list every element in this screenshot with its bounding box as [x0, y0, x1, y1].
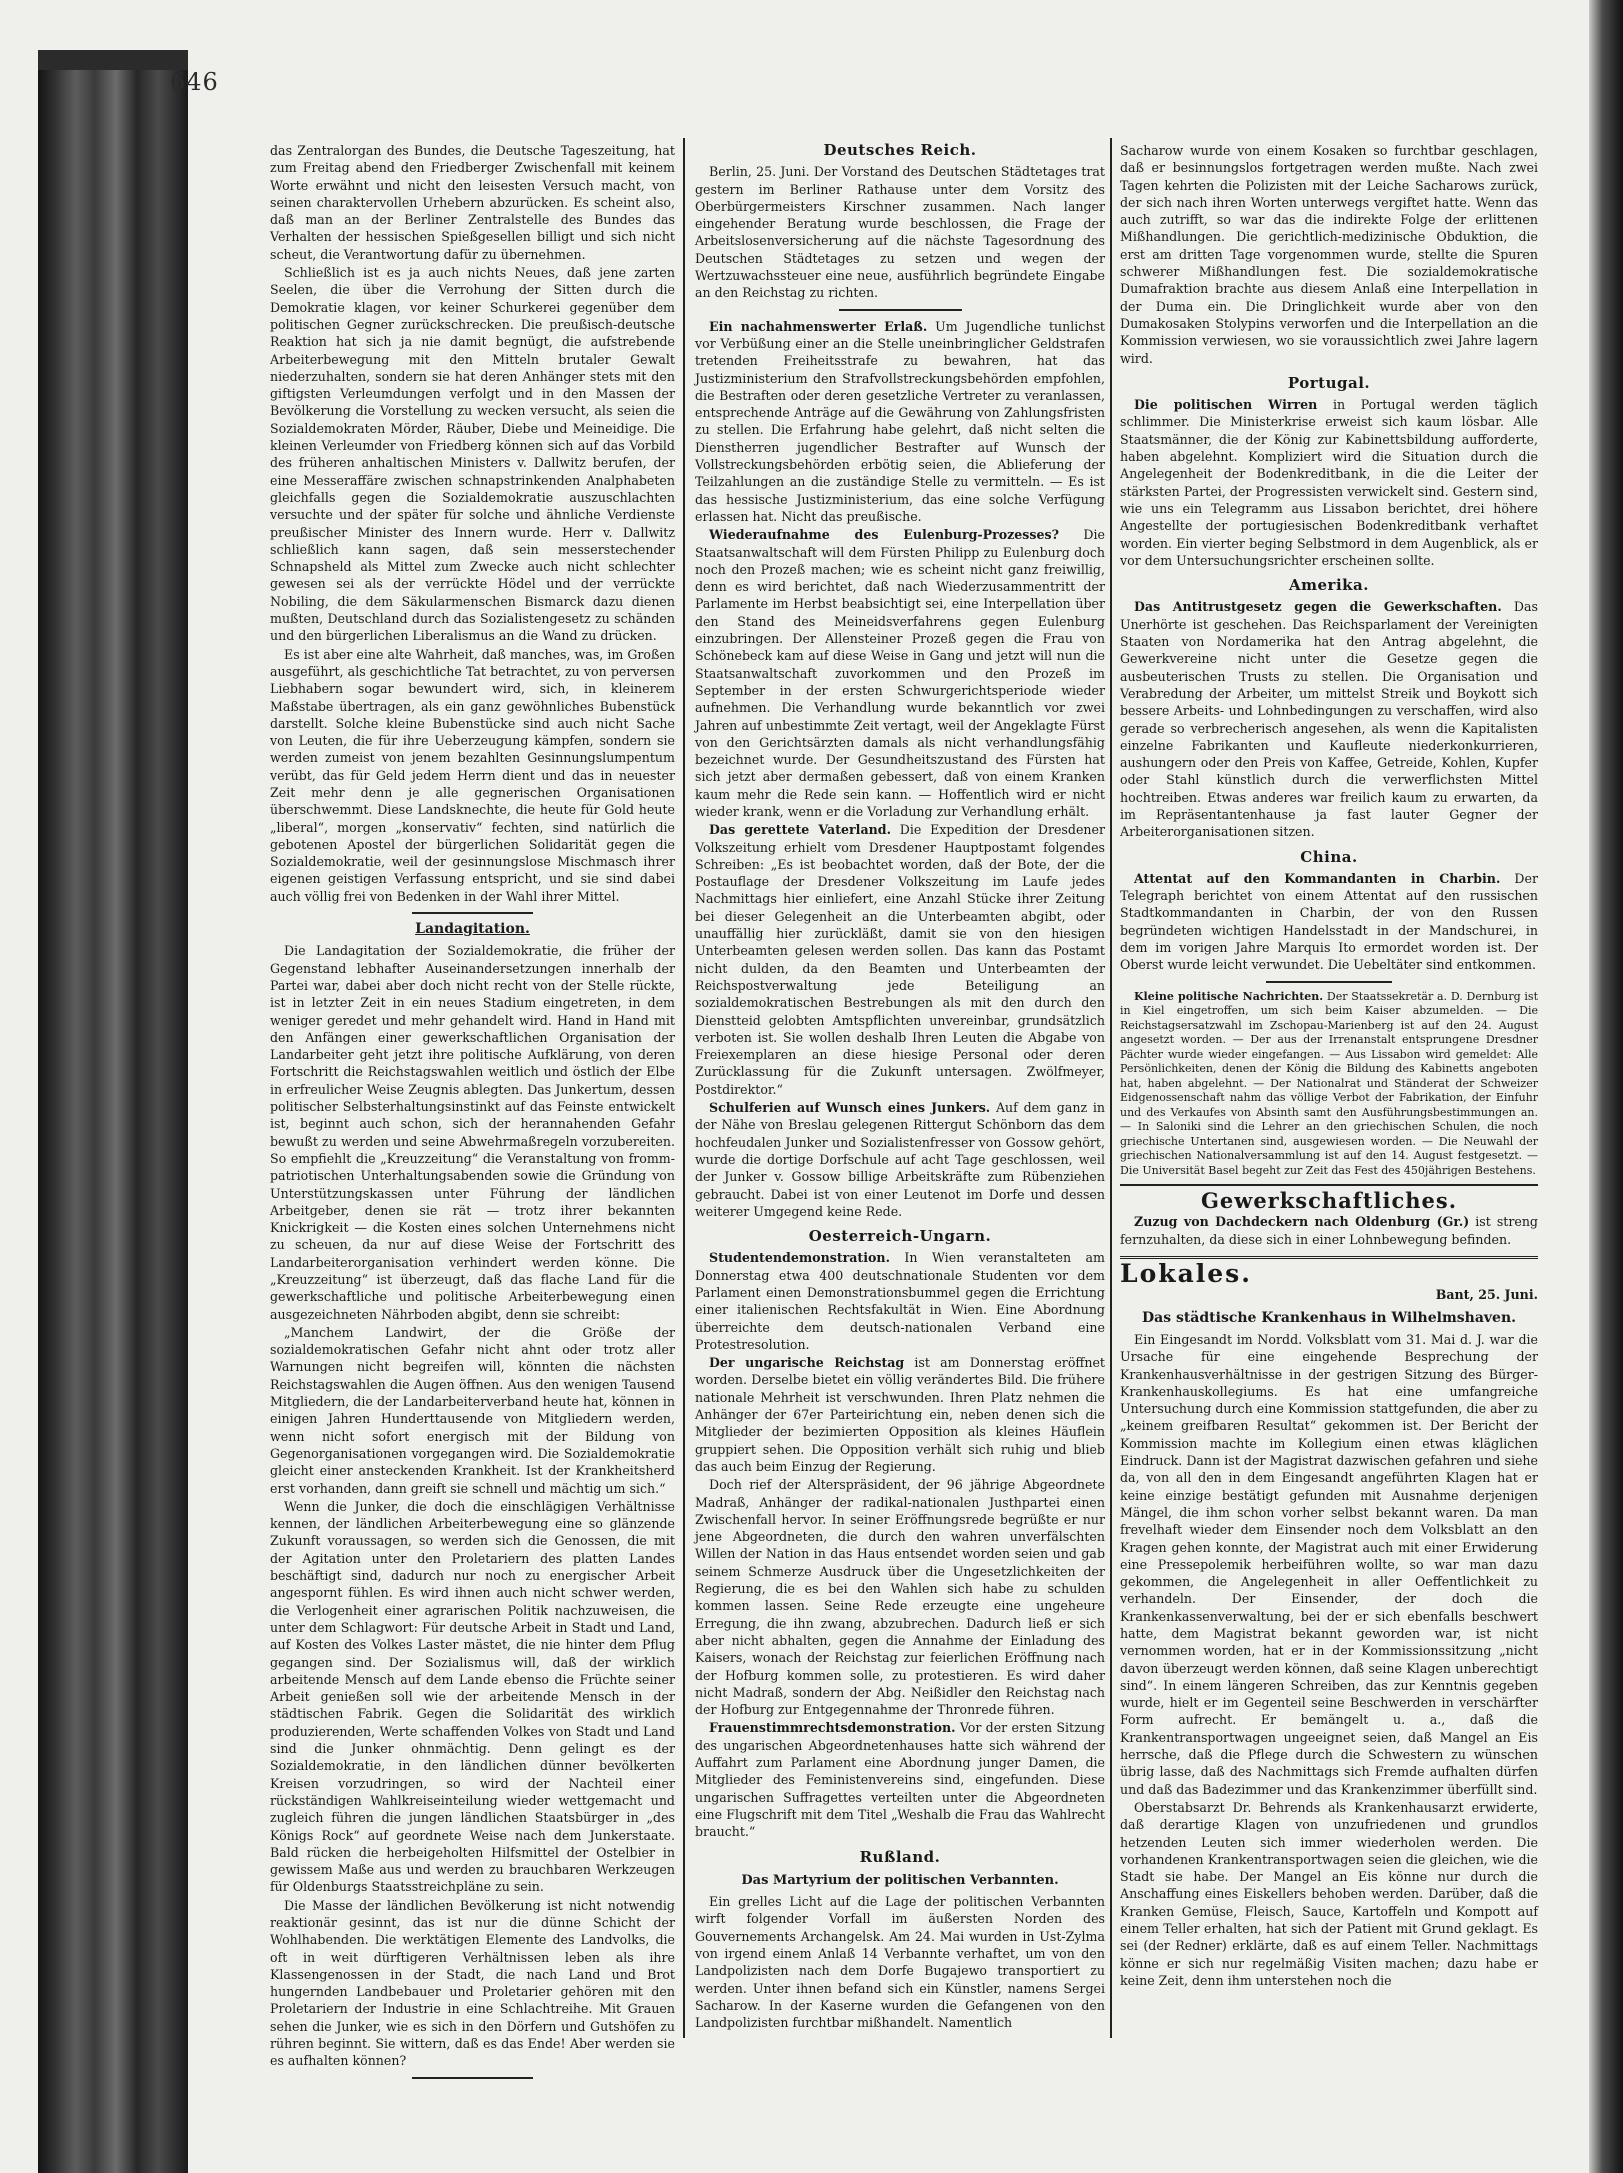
- news-item-title: Zuzug von Dachdeckern nach Oldenburg (Gr.): [1134, 1214, 1470, 1230]
- paragraph: Wenn die Junker, die doch die einschlägigen Verhältnisse kennen, der ländlichen Arbeiterbewegung eine so glänzende Zukunft voraussagen, so werden sich die Genossen, die mit der Agitation unter den Proletariern des platten Landes beschäftigt sind, dadurch nur noch zu energischer Arbeit angespornt fühlen. Es wird ihnen auch nicht schwer werden, die Verlogenheit einer agrarischen Politik nachzuweisen, die unter dem Schlagwort: Für deutsche Arbeit in Stadt und Land, auf Kosten des Volkes Laster mästet, die nie hinter dem Pflug gegangen sind. Der Sozialismus will, daß der wirklich arbeitende Mensch auf dem Lande ebenso die Früchte seiner Arbeit genießen soll wie der arbeitende Mensch in der städtischen Fabrik. Gegen die Solidarität des wirklich produzierenden, Werte schaffenden Volkes von Stadt und Land sind die Junker ohnmächtig. Denn gelingt es der Sozialdemokratie, in den ländlichen dünner bevölkerten Kreisen vorzudringen, so wird der Nachteil einer rückständigen Wahlkreiseinteilung wieder wettgemacht und zugleich führen die jungen ländlichen Staatsbürger in „des Königs Rock“ auf geordnete Weise nach dem Junkerstaate. Bald rücken die herbeigeholten Hilfsmittel der Ostelbier in gewissem Maße aus und werden zu brauchbaren Werkzeugen für Oldenburgs Staatsstreichpläne zu sein.: [270, 1498, 675, 1895]
- separator: [839, 309, 962, 311]
- news-item-text: Die Expedition der Dresdener Volkszeitung erhielt vom Dresdener Hauptpostamt folgendes Schreiben: „Es ist beobachtet worden, daß der Bote, der die Postauflage der Dresdener Volkszeitung im Laufe jedes Nachmittags hier einliefert, eine Anzahl Stücke ihrer Zeitung bei dieser Gelegenheit an die Unterbeamten abgibt, oder unauffällig hier zurückläßt, damit sie von den hiesigen Unterbeamten gelesen werden sollen. Das kann das Postamt nicht dulden, da den Beamten und Unterbeamten der Reichspostverwaltung jede Beteiligung an sozialdemokratischen Bestrebungen als mit den durch den Dienstteid gelobten Amtspflichten unvereinbar, grundsätzlich verboten ist. Sie wollen deshalb Ihren Leuten die Abgabe von Freiexemplaren an diese hiesige Personal oder deren Zurücklassung für die Zukunft untersagen. Zwölfmeyer, Postdirektor.“: [695, 822, 1105, 1097]
- news-item: [1120, 598, 1538, 840]
- column-middle: [695, 142, 1105, 2032]
- article-heading: Das städtische Krankenhaus in Wilhelmshaven.: [1141, 1309, 1517, 1326]
- news-item-text: Um Jugendliche tunlichst vor Verbüßung einer an die Stelle uneinbringlicher Geldstrafen tretenden Freiheitsstrafe zu bewahren, hat das Justizministerium den Strafvollstreckungsbehörden empfohlen, die Bestraften oder deren gesetzliche Vertreter zu veranlassen, entsprechende Anträge auf die Gewährung von Zahlungsfristen zu stellen. Die Erfahrung habe gelehrt, daß nicht selten die Dienstherren jugendlicher Bestrafter auf Wunsch der Vollstreckungsbehörden erbötig seien, die Ablieferung der Teilzahlungen an die zuständige Stelle zu vermitteln. — Es ist das hessische Justizministerium, das eine solche Verfügung erlassen hat. Nicht das preußische.: [695, 318, 1105, 524]
- news-item-title: Ein nachahmenswerter Erlaß.: [709, 318, 928, 334]
- news-item-title: Wiederaufnahme des Eulenburg-Prozesses?: [709, 527, 1059, 543]
- column-left: [270, 142, 675, 2086]
- section-heading: Amerika.: [1289, 576, 1369, 595]
- section-heading: Rußland.: [859, 1847, 941, 1866]
- news-item-text: ist streng fernzuhalten, da diese sich in einer Lohnbewegung befinden.: [1120, 1214, 1538, 1247]
- section-heading: China.: [1300, 847, 1358, 866]
- section-heading: Portugal.: [1287, 373, 1371, 392]
- news-item-text: Auf dem ganz in der Nähe von Breslau gelegenen Rittergut Schönborn das dem hochfeudalen Junker und Sozialistenfresser von Gossow gehört, wurde die dortige Dorfschule auf acht Tage geschlossen, weil der Junker v. Gossow billige Arbeitskräfte zum Rübenziehen gebraucht. Dabei ist von einer Leutenot im Dorfe und dessen weiterer Umgegend keine Rede.: [695, 1100, 1106, 1219]
- news-item: [695, 526, 1105, 820]
- paragraph: Die Landagitation der Sozialdemokratie, die früher der Gegenstand lebhafter Auseinandersetzungen innerhalb der Partei war, dabei aber doch nicht recht von der Stelle rückte, ist in letzter Zeit in ein neues Stadium eingetreten, in dem weniger geredet und mehr gehandelt wird. Hand in Hand mit den Anfängen einer gewerkschaftlichen Organisation der Landarbeiter geht jetzt ihre politische Aufklärung, von deren Fortschritt die Reichstagswahlen weitlich und östlich der Elbe in erfreulicher Weise Zeugnis ablegten. Das Junkertum, dessen politischer Selbsterhaltungsinstinkt auf das Feinste entwickelt ist, beginnt auch schon, sich der herannahenden Gefahr bewußt zu werden und seine Abwehrmaßregeln vorzubereiten. So empfiehlt die „Kreuzzeitung“ die Veranstaltung von fromm-patriotischen Unterhaltungsabenden sowie die Gründung von Unterstützungskassen unter Führung der ländlichen Arbeitgeber, denen sie rät — trotz ihrer bekannten Knickrigkeit — die Kosten eines solchen Unternehmens nicht zu scheuen, da nur auf diese Weise der Fortschritt des Landarbeiterorganisation verhindert werden könne. Die „Kreuzzeitung“ ist überzeugt, daß das flache Land für die gewerkschaftliche und politische Arbeiterbewegung einen ausgezeichneten Nährboden abgibt, denn sie schreibt:: [270, 943, 675, 1322]
- book-binding: [38, 50, 188, 2173]
- separator: [1266, 981, 1391, 983]
- page-edge-shadow: [1589, 0, 1623, 2173]
- news-item-text: Vor der ersten Sitzung des ungarischen Abgeordnetenhauses hatte sich während der Auffahrt zum Parlament eine Abordnung junger Damen, die Mitglieder des Feministenvereins sind, eingefunden. Diese ungarischen Suffragettes verteilten unter die Abgeordneten eine Flugschrift mit dem Titel „Weshalb die Frau das Wahlrecht braucht.“: [695, 1720, 1105, 1840]
- paragraph: Berlin, 25. Juni. Der Vorstand des Deutschen Städtetages trat gestern im Berliner Rathause unter dem Vorsitz des Oberbürgermeisters Kirschner zusammen. Nach langer eingehender Beratung wurde beschlossen, die Frage der Arbeitslosenversicherung auf die nächste Tagesordnung des Deutschen Städtetages zu setzen und wegen der Wertzuwachssteuer eine neue, ausführlich begründete Eingabe an den Reichstag zu richten.: [695, 164, 1105, 301]
- news-item-title: Die politischen Wirren: [1134, 397, 1318, 413]
- paragraph: Ein grelles Licht auf die Lage der politischen Verbannten wirft folgender Vorfall im äußersten Norden des Gouvernements Archangelsk. Am 24. Mai wurden in Ust-Zylma von irgend einem Anlaß 14 Verbannte verhaftet, um von den Landpolizisten nach dem Dorfe Bugajewo transportiert zu werden. Unter ihnen befand sich ein Künstler, namens Sergei Sacharow. In der Kaserne wurden die Gefangenen von den Landpolizisten furchtbar mißhandelt. Namentlich: [695, 1894, 1105, 2031]
- paragraph: Doch rief der Alterspräsident, der 96 jährige Abgeordnete Madraß, Anhänger der radikal-nationalen Justhpartei einen Zwischenfall hervor. In seiner Eröffnungsrede begrüßte er nur jene Abgeordneten, die durch den wahren unverfälschten Willen der Nation in das Haus entsendet worden seien und gab seinem Schmerze Ausdruck über die Ungesetzlichkeiten der Regierung, die es bei den Wahlen sich habe zu schulden kommen lassen. Seine Rede erzeugte eine ungeheure Erregung, die ihn zwang, abzubrechen. Dadurch ließ er sich aber nicht abhalten, gegen die Annahme der Einladung des Kaisers, wonach der Reichstag zur feierlichen Eröffnung nach der Hofburg kommen solle, zu protestieren. Es wird daher nicht Madraß, sondern der Abg. Neißidler den Reichstag nach der Hofburg zur Entgegennahme der Thronrede führen.: [695, 1477, 1105, 1718]
- paragraph: Ein Eingesandt im Nordd. Volksblatt vom 31. Mai d. J. war die Ursache für eine eingehende Besprechung der Krankenhausverhältnisse in der gestrigen Sitzung des Bürger-Krankenhauskollegiums. Es hat eine umfangreiche Untersuchung durch eine Kommission stattgefunden, die aber zu „keinem greifbaren Resultat“ gekommen ist. Der Bericht der Kommission machte im Kollegium einen etwas kläglichen Eindruck. Dann ist der Magistrat dazwischen gefahren und siehe da, von all den in dem Eingesandt angeführten Klagen hat er keine einzige bestätigt gefunden mit Ausnahme derjenigen Mängel, die ihm schon vorher selbst bekannt waren. Da man frevelhaft wieder dem Einsender noch dem Volksblatt an den Kragen gehen konnte, der Magistrat auch mit einer Erwiderung eine Pressepolemik herbeiführen wollte, so war man dazu gekommen, die Angelegenheit in aller Oeffentlichkeit zu verhandeln. Der Einsender, der doch die Krankenkassenverwaltung, bei der er sich ebenfalls beschwert hatte, dem Magistrat bekannt geworden war, ist nicht vernommen worden, hat er in der Kommissionssitzung „nicht davon überzeugt werden können, daß seine Klagen unberechtigt sind“. In einem längeren Schreiben, das zur Kenntnis gegeben wurde, hielt er im Gegenteil seine Beschwerden in verschärfter Form aufrecht. Er bemängelt u. a., daß die Krankentransportwagen ungeeignet seien, daß Mangel an Eis herrsche, daß die Pflege durch die Schwestern zu wünschen übrig lasse, daß des Nachmittags sich Fremde aufhalten dürfen und daß das Badezimmer und das Krankenzimmer überfüllt sind.: [1120, 1331, 1538, 1797]
- column-right: [1120, 142, 1538, 1990]
- news-item-title: Attentat auf den Kommandanten in Charbin.: [1134, 870, 1501, 886]
- news-item-text: ist am Donnerstag eröffnet worden. Derselbe bietet ein völlig verändertes Bild. Die frühere nationale Mehrheit ist verschwunden. Ihren Platz nehmen die Anhänger der 67er Parteirichtung ein, neben denen sich die Mitglieder der bezimierten Opposition als kleines Häuflein gruppiert sehen. Die Opposition verhält sich ruhig und blieb das auch beim Einzug der Regierung.: [695, 1355, 1105, 1474]
- paragraph: Es ist aber eine alte Wahrheit, daß manches, was, im Großen ausgeführt, als geschichtliche Tat betrachtet, zu von perversen Liebhabern sogar bewundert wird, sich, in kleinerem Maßstabe übertragen, als ein ganz gewöhnliches Bubenstück darstellt. Solche kleine Bubenstücke sind auch nicht Sache von Leuten, die für ihre Ueberzeugung kämpfen, sondern sie werden zumeist von jenem bezahlten Gesinnungslumpentum verübt, das für Geld jedem Herrn dient und das in neuester Zeit mehr denn je alle gegnerischen Organisationen überschwemmt. Diese Landsknechte, die heute für Gold heute „liberal“, morgen „konservativ“ fechten, sind natürlich die gebotenen Apostel der bürgerlichen Solidarität gegen die Sozialdemokratie, weil der gesinnungslose Mischmasch ihrer eigenen geistigen Verfassung entspricht, und sie sind dabei auch völlig frei von Bedenken in der Wahl ihrer Mittel.: [270, 646, 675, 904]
- section-heading: Landagitation.: [415, 921, 530, 938]
- column-divider: [683, 138, 685, 2038]
- separator: [412, 912, 534, 914]
- separator: [412, 2077, 534, 2079]
- quote-paragraph: „Manchem Landwirt, der die Größe der sozialdemokratischen Gefahr nicht ahnt oder trotz aller Warnungen nicht begreifen will, könnten die nächsten Reichstagswahlen die Augen öffnen. Aus den wenigen Tausend Mitgliedern, die der Landarbeiterverband heute hat, können in einigen Jahren Hunderttausende von Mitgliedern werden, wenn nicht sofort energisch mit der Bildung von Gegenorganisationen vorgegangen wird. Die Sozialdemokratie gleicht einer ansteckenden Krankheit. Ist der Krankheitsherd erst vorhanden, dann greift sie schnell und mächtig um sich.“: [270, 1324, 675, 1496]
- news-item-text: in Portugal werden täglich schlimmer. Die Ministerkrise erweist sich kaum lösbar. Alle Staatsmänner, die der König zur Kabinettsbildung aufforderte, haben abgelehnt. Kompliziert wird die Situation durch die Angelegenheit der Bodenkreditbank, in die die Leiter der stärksten Partei, der Progressisten verwickelt sind. Gestern sind, wie uns ein Telegramm aus Lissabon berichtet, drei höhere Angestellte der portugiesischen Bodenkreditbank verhaftet worden. Ein vierter beging Selbstmord in dem Augenblick, als er vor dem Untersuchungsrichter erscheinen sollte.: [1120, 397, 1539, 568]
- news-item: [695, 821, 1105, 1098]
- subheading: Das Martyrium der politischen Verbannten.: [741, 1872, 1059, 1888]
- paragraph: das Zentralorgan des Bundes, die Deutsche Tageszeitung, hat zum Freitag abend den Friedberger Zwischenfall mit keinem Worte erwähnt und nicht den leisesten Versuch macht, von seinen charaktervollen Urhebern abzurücken. Es scheint also, daß man an der Berliner Zentralstelle des Bundes das Verhalten der hessischen Spießgesellen billigt und sich nicht scheut, die Verantwortung dafür zu übernehmen.: [270, 143, 675, 262]
- news-item: [695, 318, 1105, 526]
- news-item-title: Das gerettete Vaterland.: [709, 822, 891, 838]
- news-item: [1120, 990, 1538, 1179]
- paragraph: Die Masse der ländlichen Bevölkerung ist nicht notwendig reaktionär gesinnt, das ist nur die dünne Schicht der Wohlhabenden. Die werktätigen Elemente des Landvolks, die oft in weit dürftigeren Verhältnissen leben als ihre Klassengenossen in der Stadt, die nach Land und Brot hungernden Landbebauer und Proletarier gehören mit den Proletariern der Industrie in eine Schlachtreihe. Mit Grauen sehen die Junker, wie es sich in den Dörfern und Gutshöfen zu rühren beginnt. Sie wittern, daß es das Ende! Aber werden sie es aufhalten können?: [270, 1897, 675, 2069]
- news-item-text: Der Telegraph berichtet von einem Attentat auf den russischen Stadtkommandanten in Charbin, der von den Russen begründeten wichtigen Handelsstadt in der Mandschurei, in dem im vorigen Jahre Marquis Ito ermordet worden ist. Der Oberst wurde leicht verwundet. Die Uebeltäter sind entkommen.: [1120, 870, 1538, 973]
- section-heading: Lokales.: [1120, 1256, 1538, 1282]
- news-item: [695, 1354, 1105, 1475]
- news-item-title: Studentendemonstration.: [709, 1250, 890, 1266]
- news-item-title: Frauenstimmrechtsdemonstration.: [709, 1720, 956, 1736]
- dateline: Bant, 25. Juni.: [1435, 1287, 1538, 1303]
- column-divider: [1110, 138, 1112, 2038]
- news-item-title: Schulferien auf Wunsch eines Junkers.: [709, 1100, 991, 1116]
- news-item: [1120, 870, 1538, 974]
- news-item-title: Das Antitrustgesetz gegen die Gewerkschaften.: [1134, 599, 1502, 615]
- section-heading: Gewerkschaftliches.: [1120, 1184, 1538, 1209]
- news-item-title: Kleine politische Nachrichten.: [1134, 989, 1324, 1003]
- page-number: 646: [170, 68, 219, 96]
- news-item-title: Der ungarische Reichstag: [709, 1355, 905, 1371]
- paragraph: Oberstabsarzt Dr. Behrends als Krankenhausarzt erwiderte, daß derartige Klagen von unzufriedenen und grundlos hetzenden Leuten sich immer wiederholen werden. Die vorhandenen Krankentransportwagen seien die gleichen, wie die Stadt sie habe. Der Mangel an Eis könne nur durch die Anschaffung eines Eiskellers behoben werden. Darüber, daß die Kranken Gemüse, Fleisch, Sauce, Kartoffeln und Kompott auf einem Teller erhalten, hat sich der Patient mit Grund geklagt. Es sei (der Redner) erklärte, daß es auf einem Teller. Nachmittags könne er sich nur regelmäßig Visiten machen; dazu habe er keine Zeit, denn ihm unterstehen noch die: [1120, 1799, 1538, 1988]
- news-item: [695, 1099, 1105, 1220]
- section-heading: Deutsches Reich.: [823, 141, 977, 159]
- section-heading: Oesterreich-Ungarn.: [808, 1227, 992, 1246]
- news-item-text: Das Unerhörte ist geschehen. Das Reichsparlament der Vereinigten Staaten von Nordamerika hat den Antrag abgelehnt, die Gewerkvereine nicht unter die Gesetze gegen die ausbeuterischen Trusts zu stellen. Die Organisation und Verabredung der Arbeiter, um mittelst Streik und Boykott sich bessere Arbeits- und Lohnbedingungen zu verschaffen, wird also gerade so verbrecherisch angesehen, als wenn die Kapitalisten einzelne Fabrikanten und Kaufleute niederkonkurrieren, aushungern oder den Preis von Kaffee, Getreide, Kohlen, Kupfer oder Stahl künstlich durch die verwerflichsten Mittel hochtreiben. Etwas anderes war freilich kaum zu erwarten, da im Repräsentantenhause ja fast lauter Gegner der Arbeiterorganisationen sitzen.: [1120, 599, 1538, 840]
- paragraph: Schließlich ist es ja auch nichts Neues, daß jene zarten Seelen, die über die Verrohung der Sitten durch die Demokratie klagen, vor keiner Schurkerei gegenüber dem politischen Gegner zurückschrecken. Die preußisch-deutsche Reaktion hat sich ja nie damit begnügt, die aufstrebende Arbeiterbewegung mit den Mitteln brutaler Gewalt niederzuhalten, sondern sie hat deren Anhänger stets mit den giftigsten Verleumdungen verfolgt und in den Massen der Bevölkerung die Vorstellung zu wecken versucht, als seien die Sozialdemokraten Mörder, Räuber, Diebe und Meineidige. Die kleinen Verleumder von Friedberg können sich auf das Vorbild des früheren anhaltischen Ministers v. Dallwitz berufen, der eine Messeraffäre zwischen schnapstrinkenden Analphabeten gleichfalls gegen die Sozialdemokratie auszuschlachten versuchte und der später für solche und ähnliche Verdienste preußischer Minister des Innern wurde. Herr v. Dallwitz schließlich kann sagen, daß sein messerstechender Schnapsheld als Mittel zum Zwecke auch nicht schlechter gewesen sei als der verrückte Hödel und der verrückte Nobiling, die dem Säkularmenschen Bismarck dazu dienen mußten, Deutschland durch das Sozialistengesetz zu schänden und den bürgerlichen Liberalismus an die Wand zu drücken.: [270, 265, 675, 644]
- paragraph: Sacharow wurde von einem Kosaken so furchtbar geschlagen, daß er besinnungslos fortgetragen werden mußte. Nach zwei Tagen kehrten die Polizisten mit der Leiche Sacharows zurück, der sich nach ihren Worten unterwegs vergiftet hatte. Wenn das auch zutrifft, so war das die indirekte Folge der erlittenen Mißhandlungen. Die gerichtlich-medizinische Obduktion, die erst am dritten Tage vorgenommen wurde, stellte die Spuren schwerer Mißhandlungen fest. Die sozialdemokratische Dumafraktion brachte aus diesem Anlaß eine Interpellation in der Duma ein. Die Dringlichkeit wurde aber von den Dumakosaken Stolypins verworfen und die Interpellation an die Kommission verwiesen, wo sie voraussichtlich zwei Jahre lagern wird.: [1120, 143, 1538, 366]
- news-item: [1120, 1213, 1538, 1248]
- news-item: [1120, 396, 1538, 569]
- news-item: [695, 1719, 1105, 1840]
- binding-band: [38, 50, 188, 70]
- news-item-text: In Wien veranstalteten am Donnerstag etwa 400 deutschnationale Studenten vor dem Parlament einen Demonstrationsbummel gegen die Errichtung einer italienischen Rechtsfakultät in Wien. Eine Abordnung überreichte dem deutsch-nationalen Verband eine Protestresolution.: [695, 1250, 1105, 1352]
- news-item-text: Der Staatssekretär a. D. Dernburg ist in Kiel eingetroffen, um sich beim Kaiser abzumelden. — Die Reichstagsersatzwahl im Zschopau-Marienberg ist auf den 24. August angesetzt worden. — Der aus der Irrenanstalt entsprungene Dresdner Pächter wurde wieder eingefangen. — Aus Lissabon wird gemeldet: Alle Persönlichkeiten, denen der König die Bildung des Kabinetts angeboten hat, haben abgelehnt. — Der Nationalrat und Ständerat der Schweizer Eidgenossenschaft nahm das völlige Verbot der Fabrikation, der Einfuhr und des Verkaufes von Absinth samt den Ausführungsbestimmungen an. — In Saloniki sind die Lehrer an den griechischen Schulen, die noch griechische Untertanen sind, ausgewiesen worden. — Die Neuwahl der griechischen Nationalversammlung ist auf den 14. August festgesetzt. — Die Universität Basel begeht zur Zeit das Fest des 450jährigen Bestehens.: [1120, 989, 1538, 1177]
- news-item: [695, 1249, 1105, 1353]
- news-item-text: Die Staatsanwaltschaft will dem Fürsten Philipp zu Eulenburg doch noch den Prozeß machen; wie es scheint nicht ganz freiwillig, denn es wird berichtet, daß nach Wiederzusammentritt der Parlamente im Herbst beabsichtigt sei, eine Interpellation über den Stand des Meineidsverfahrens gegen Eulenburg einzubringen. Der Allensteiner Prozeß gegen die Frau von Schönebeck kam auf diese Weise in Gang und jetzt will nun die Staatsanwaltschaft zuvorkommen und den Prozeß im September in der ersten Schwurgerichtsperiode wieder aufnehmen. Die Verhandlung wurde bekanntlich vor zwei Jahren auf unbestimmte Zeit vertagt, weil der Angeklagte Fürst von den Gerichtsärzten damals als nicht verhandlungsfähig bezeichnet wurde. Der Gesundheitszustand des Fürsten hat sich jetzt aber dermaßen gebessert, daß von einem Kranken kaum mehr die Rede sein kann. — Hoffentlich wird er nicht wieder krank, wenn er die Vorladung zur Verhandlung erhält.: [695, 527, 1105, 819]
